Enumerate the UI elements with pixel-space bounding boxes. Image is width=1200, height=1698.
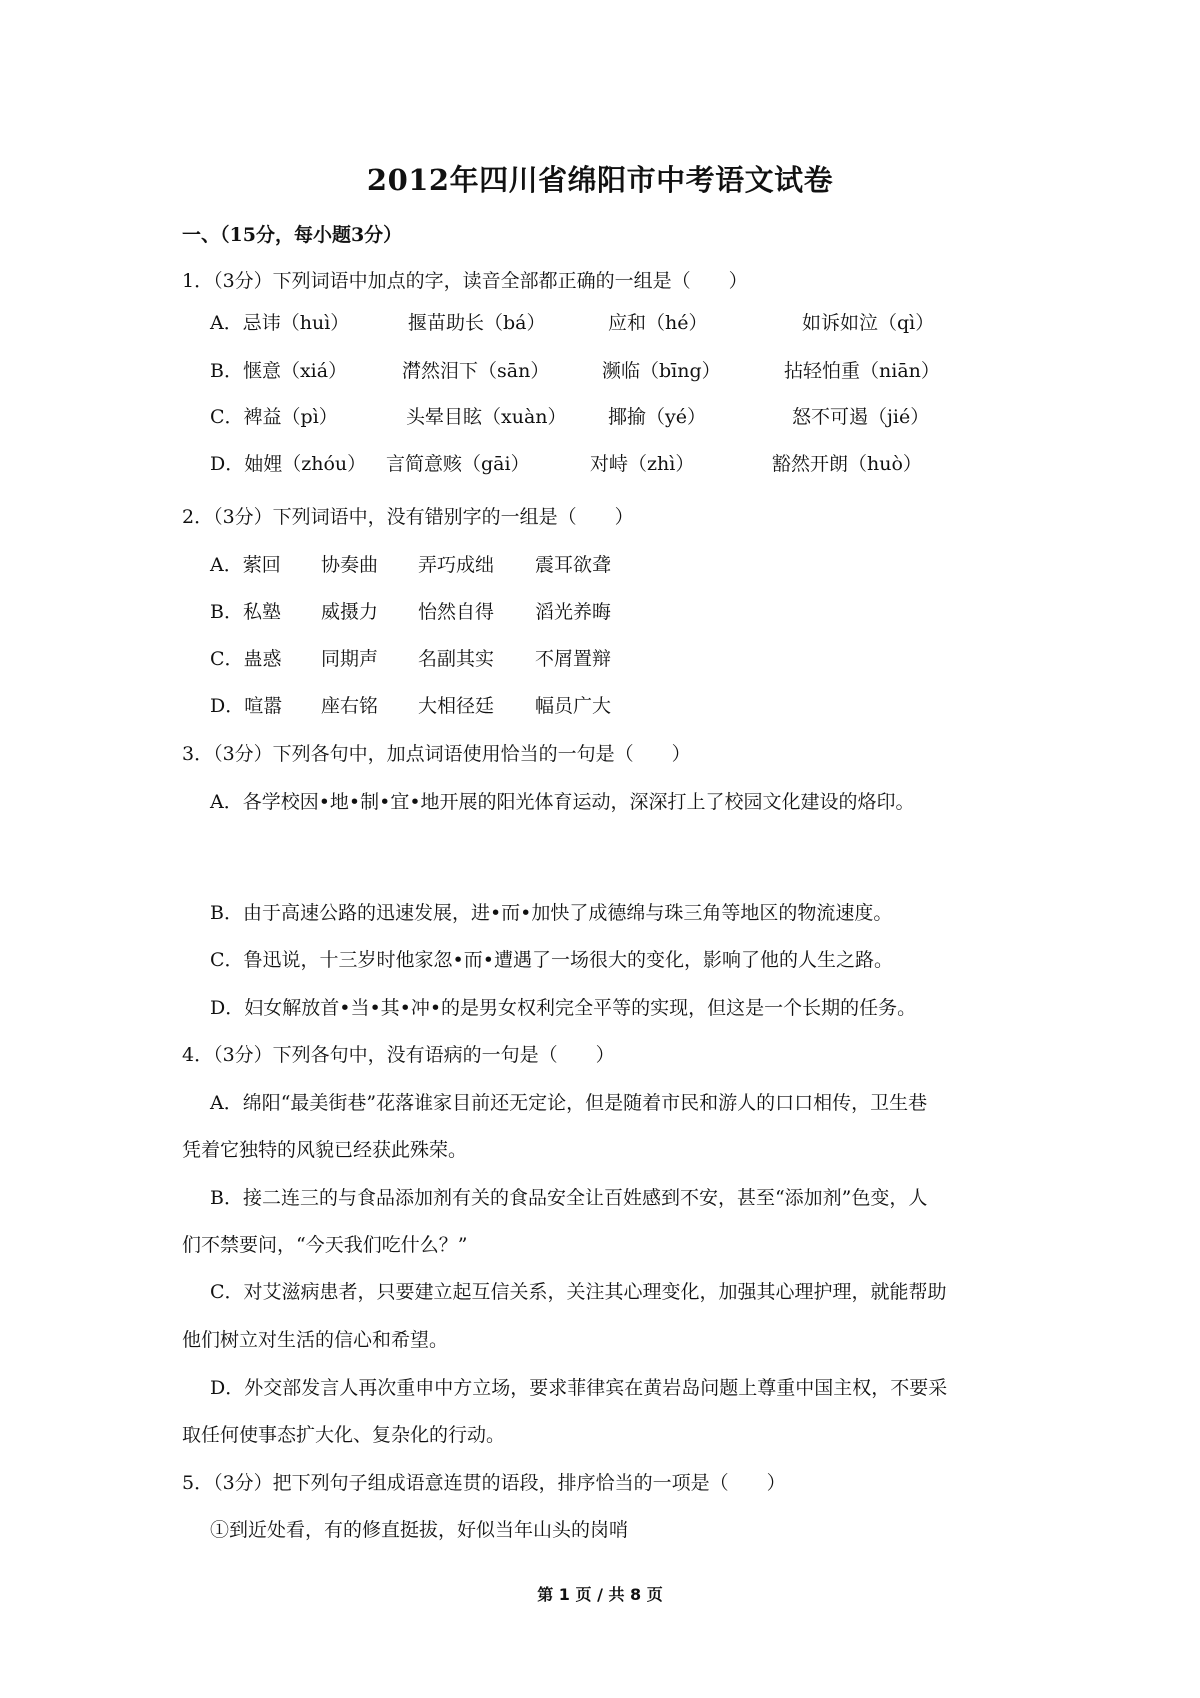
option-cell: A．忌讳（huì） (210, 312, 350, 334)
option-cell: B．惬意（xiá） (210, 360, 348, 382)
question-4-option-b-cont: 们不禁要问，“今天我们吃什么？” (182, 1234, 468, 1256)
page-title: 2012年四川省绵阳市中考语文试卷 (366, 163, 834, 197)
option-cell: 头晕目眩（xuàn） (406, 406, 567, 428)
question-3-option-c: C．鲁迅说，十三岁时他家忽•而•遭遇了一场很大的变化，影响了他的人生之路。 (210, 949, 893, 971)
option-cell: 拈轻怕重（niān） (784, 360, 940, 382)
question-4-option-b: B．接二连三的与食品添加剂有关的食品安全让百姓感到不安，甚至“添加剂”色变，人 (210, 1187, 928, 1209)
question-4-stem: 4．（3分）下列各句中，没有语病的一句是（ ） (182, 1044, 615, 1066)
option-cell: 不屑置辩 (535, 648, 612, 670)
option-cell: 震耳欲聋 (535, 554, 612, 576)
option-cell: 座右铭 (321, 695, 379, 717)
option-cell: 协奏曲 (321, 554, 379, 576)
question-3-option-d: D．妇女解放首•当•其•冲•的是男女权利完全平等的实现，但这是一个长期的任务。 (210, 997, 917, 1019)
option-cell: B．私塾 (210, 601, 281, 623)
option-cell: C．裨益（pì） (210, 406, 338, 428)
question-4-option-d: D．外交部发言人再次重申中方立场，要求菲律宾在黄岩岛问题上尊重中国主权，不要采 (210, 1377, 948, 1399)
option-cell: 对峙（zhì） (590, 453, 695, 475)
option-cell: 威摄力 (321, 601, 379, 623)
question-2-stem: 2．（3分）下列词语中，没有错别字的一组是（ ） (182, 506, 634, 528)
question-3-option-a: A．各学校因•地•制•宜•地开展的阳光体育运动，深深打上了校园文化建设的烙印。 (210, 791, 915, 813)
question-1-stem: 1．（3分）下列词语中加点的字，读音全部都正确的一组是（ ） (182, 270, 748, 292)
option-cell: 同期声 (321, 648, 379, 670)
option-cell: 弄巧成绌 (418, 554, 495, 576)
option-cell: 滔光养晦 (535, 601, 612, 623)
option-cell: 濒临（bīng） (602, 360, 721, 382)
question-4-option-a-cont: 凭着它独特的风貌已经获此殊荣。 (182, 1139, 468, 1161)
option-cell: 潸然泪下（sān） (402, 360, 550, 382)
question-4-option-c-cont: 他们树立对生活的信心和希望。 (182, 1329, 449, 1351)
question-4-option-a: A．绵阳“最美街巷”花落谁家目前还无定论，但是随着市民和游人的口口相传，卫生巷 (210, 1092, 928, 1114)
question-5-sentence-1: ①到近处看，有的修直挺拔，好似当年山头的岗哨 (210, 1519, 629, 1541)
option-cell: 如诉如泣（qì） (802, 312, 935, 334)
option-cell: 大相径廷 (418, 695, 495, 717)
option-cell: D．妯娌（zhóu） (210, 453, 367, 475)
page-footer: 第 1 页 / 共 8 页 (537, 1585, 663, 1604)
option-cell: 幅员广大 (535, 695, 612, 717)
option-cell: 怡然自得 (418, 601, 495, 623)
question-3-option-b: B．由于高速公路的迅速发展，进•而•加快了成德绵与珠三角等地区的物流速度。 (210, 902, 893, 924)
option-cell: 揠苗助长（bá） (408, 312, 546, 334)
option-cell: 豁然开朗（huò） (772, 453, 922, 475)
option-cell: 名副其实 (418, 648, 495, 670)
question-4-option-d-cont: 取任何使事态扩大化、复杂化的行动。 (182, 1424, 506, 1446)
option-cell: 应和（hé） (608, 312, 708, 334)
option-cell: 言简意赅（gāi） (386, 453, 530, 475)
question-3-stem: 3．（3分）下列各句中，加点词语使用恰当的一句是（ ） (182, 743, 691, 765)
option-cell: 怒不可遏（jié） (792, 406, 930, 428)
option-cell: A．萦回 (210, 554, 281, 576)
option-cell: 揶揄（yé） (608, 406, 706, 428)
option-cell: D．喧嚣 (210, 695, 283, 717)
option-cell: C．蛊惑 (210, 648, 282, 670)
question-5-stem: 5．（3分）把下列句子组成语意连贯的语段，排序恰当的一项是（ ） (182, 1472, 786, 1494)
question-4-option-c: C．对艾滋病患者，只要建立起互信关系，关注其心理变化，加强其心理护理，就能帮助 (210, 1281, 947, 1303)
section-heading: 一、（15分，每小题3分） (182, 224, 403, 246)
